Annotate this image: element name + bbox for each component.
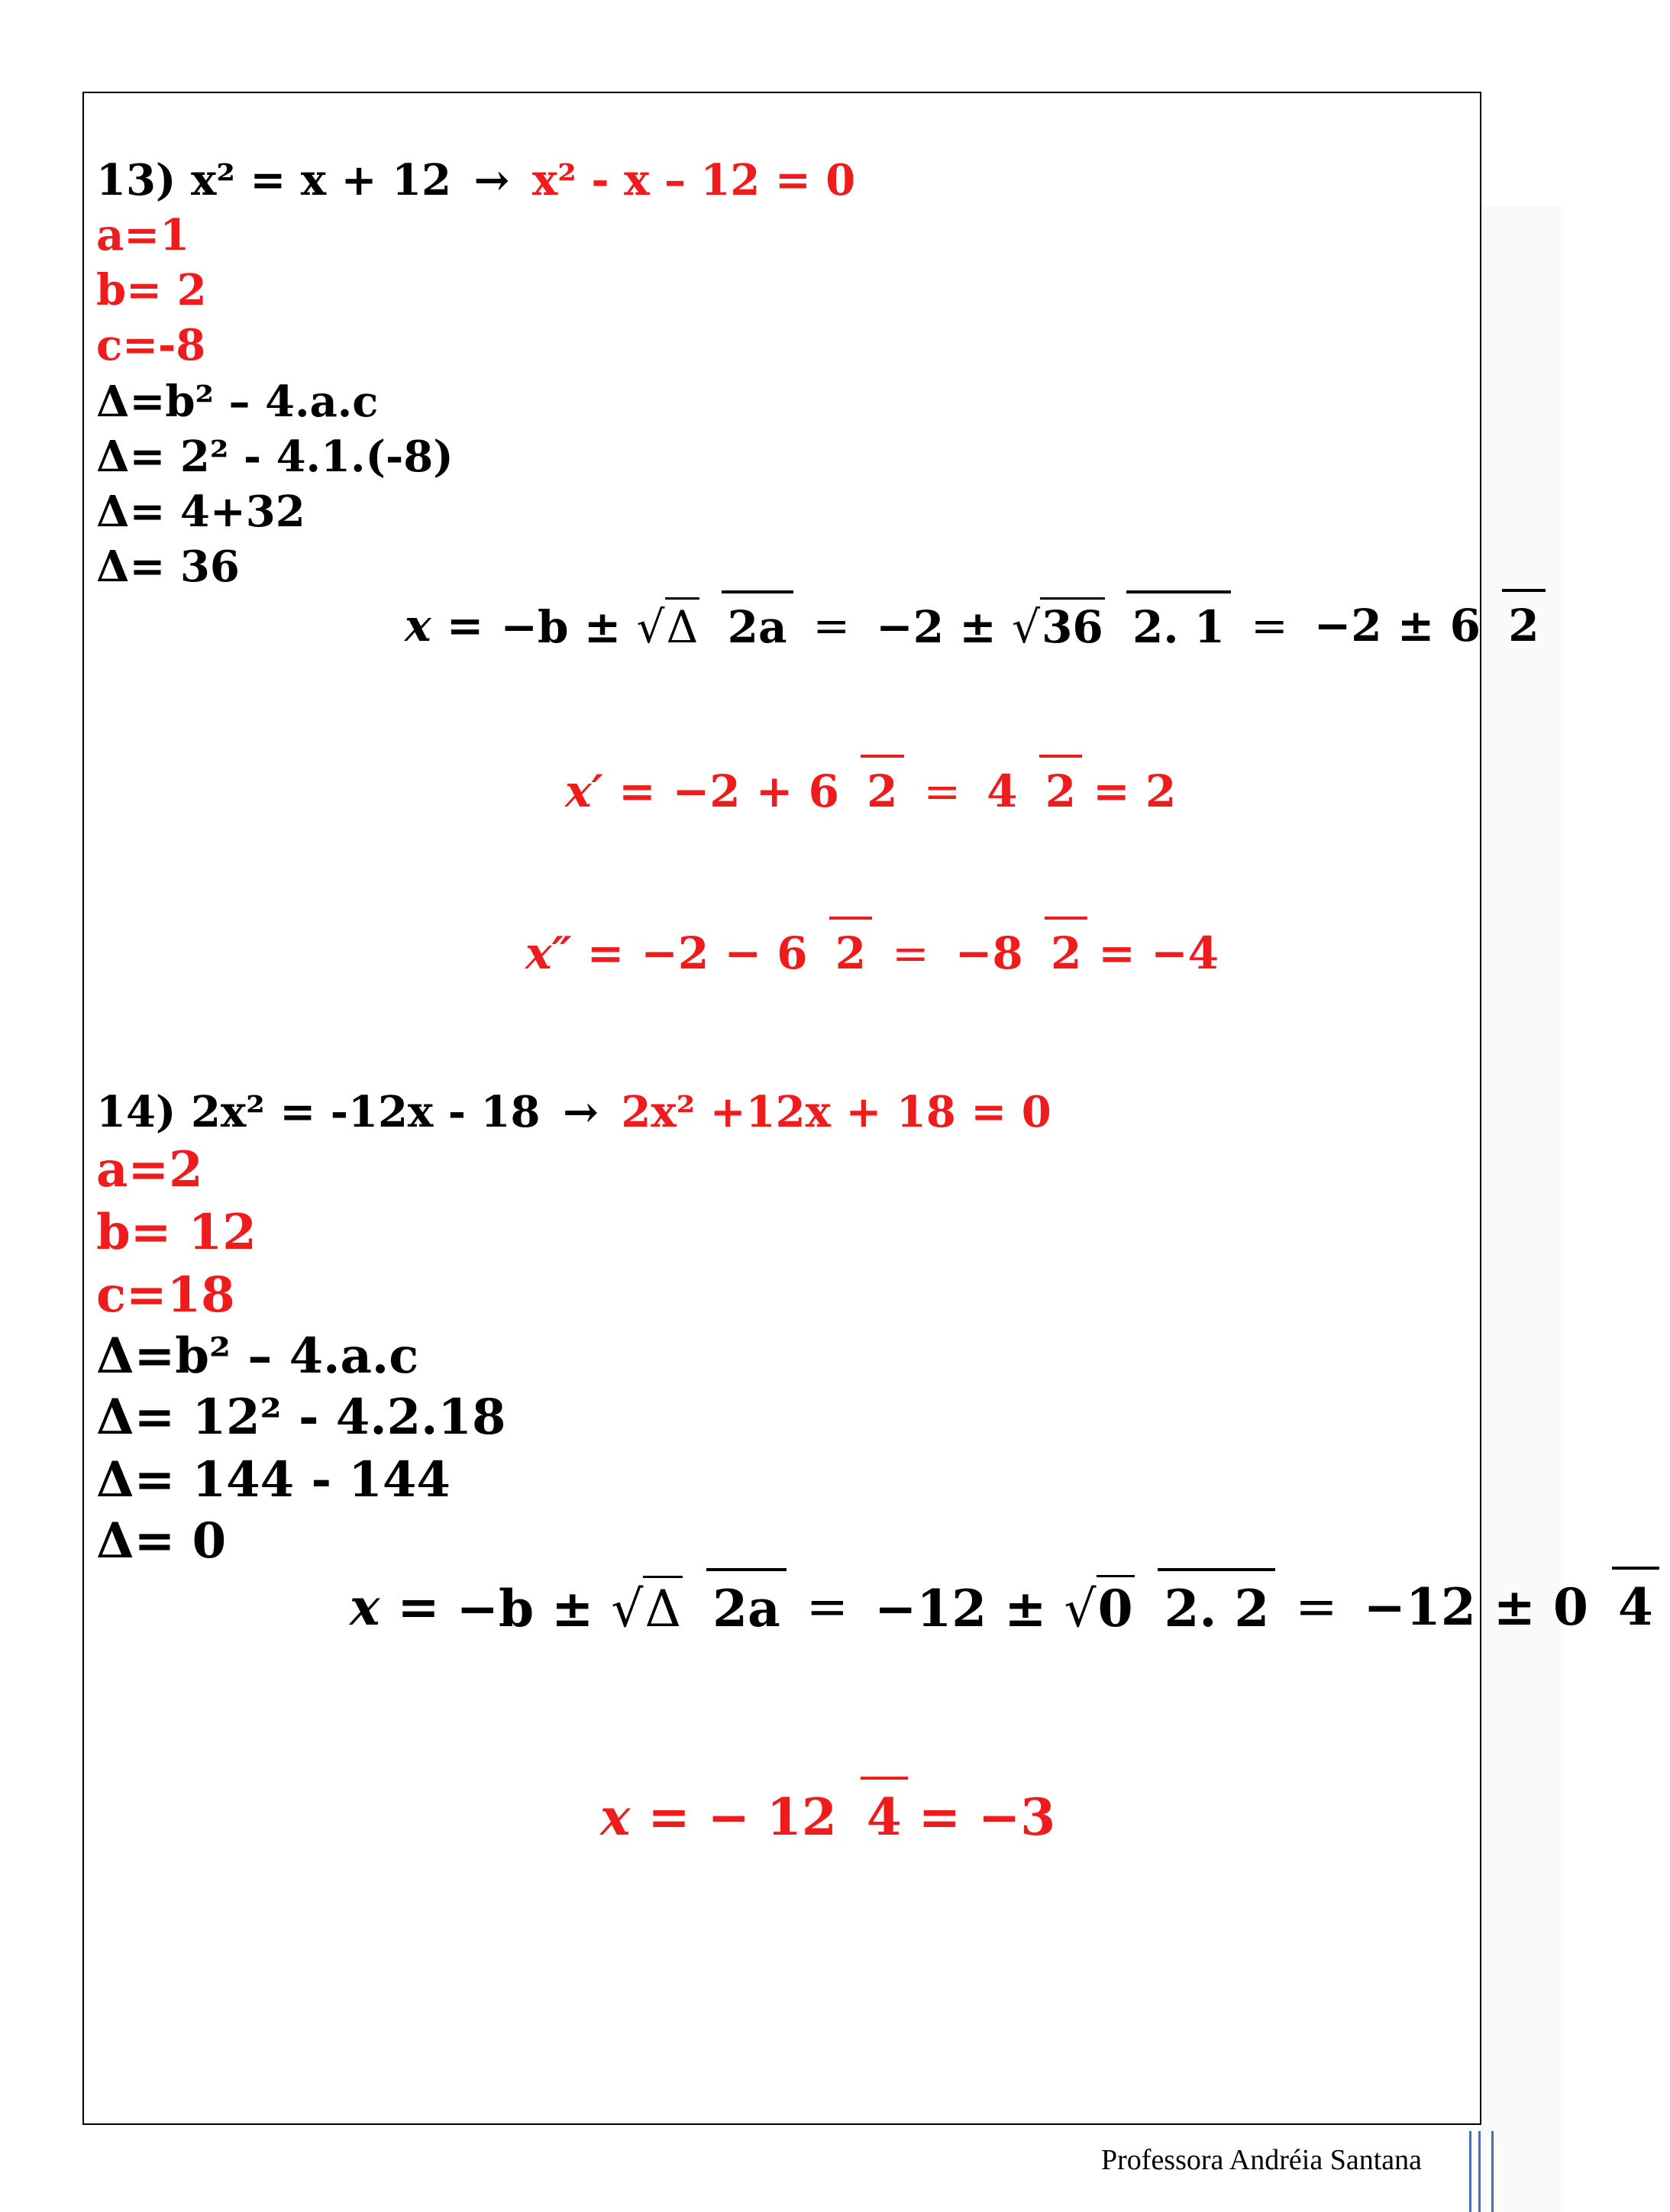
sqrt-icon: √ Δ — [611, 1576, 683, 1638]
q14-label: 14) — [96, 1087, 176, 1137]
fraction-numerator: −12 ± — [874, 1579, 1047, 1638]
q14-equation-standard: 2x² +12x + 18 = 0 — [621, 1087, 1051, 1137]
q14-coef-b: b= 12 — [96, 1204, 257, 1261]
q13-delta-substitution: Δ= 2² - 4.1.(-8) — [96, 432, 454, 482]
root-fraction-1 — [635, 927, 872, 979]
q13-coef-c: c=-8 — [96, 320, 206, 370]
root-fraction-2 — [949, 927, 1088, 979]
fraction-numerator: −b ± — [456, 1578, 594, 1638]
q14-delta-result: Δ= 0 — [96, 1512, 227, 1570]
root-lhs: x′ = — [565, 765, 656, 817]
fraction-denominator: 2 — [1045, 917, 1087, 979]
fraction-denominator: 4 — [1612, 1567, 1659, 1637]
bhaskara-fraction-3 — [1358, 1577, 1659, 1637]
equals-sign: = — [892, 927, 929, 979]
q14-delta-formula: Δ=b² – 4.a.c — [96, 1328, 419, 1385]
arrow-icon: → — [473, 155, 510, 205]
root-lhs: x = − — [600, 1787, 750, 1847]
q14-statement — [96, 1087, 1051, 1137]
fraction-numerator: −12 ± 0 — [1363, 1577, 1588, 1637]
fraction-denominator: 2. 1 — [1126, 590, 1231, 653]
sqrt-icon: √ 0 — [1064, 1575, 1135, 1638]
q14-coef-c: c=18 — [96, 1266, 235, 1324]
q13-root-x2 — [525, 927, 1219, 979]
bhaskara-fraction-2 — [868, 1575, 1275, 1638]
sqrt-icon: √ Δ — [637, 597, 700, 653]
bhaskara-fraction-1 — [451, 1576, 787, 1638]
sqrt-icon: √ 36 — [1012, 597, 1105, 653]
bhaskara-fraction-1 — [494, 597, 793, 653]
radicand: Δ — [665, 597, 700, 653]
bhaskara-x: x = — [350, 1577, 440, 1637]
footer-author: Professora Andréia Santana — [1101, 2144, 1422, 2176]
fraction-denominator: 2a — [722, 590, 793, 653]
q13-label: 13) — [96, 155, 176, 205]
fraction-denominator: 2a — [706, 1568, 787, 1638]
fraction-numerator: −2 ± 6 — [1313, 599, 1481, 652]
bhaskara-fraction-2 — [870, 597, 1231, 653]
root-fraction-2 — [980, 765, 1082, 817]
q14-coef-a: a=2 — [96, 1141, 203, 1198]
root-result: = −3 — [918, 1787, 1056, 1847]
fraction-denominator: 2 — [829, 917, 872, 979]
radicand: Δ — [643, 1576, 683, 1638]
equals-sign: = — [1251, 599, 1288, 652]
fraction-denominator: 2 — [1502, 589, 1545, 652]
q14-equation-original: 2x² = -12x - 18 — [190, 1087, 541, 1137]
bhaskara-x: x = — [405, 599, 484, 652]
q14-delta-substitution: Δ= 12² - 4.2.18 — [96, 1389, 506, 1446]
fraction-numerator: −8 — [955, 927, 1023, 979]
root-fraction — [761, 1787, 908, 1847]
root-result: = 2 — [1093, 765, 1177, 817]
fraction-numerator: −2 − 6 — [641, 927, 808, 979]
equals-sign: = — [1295, 1577, 1338, 1636]
q13-equation-original: x² = x + 12 — [190, 155, 451, 205]
fraction-numerator: −b ± — [500, 601, 622, 653]
fraction-denominator: 2 — [861, 755, 903, 817]
equals-sign: = — [812, 599, 851, 652]
equals-sign: = — [923, 765, 961, 817]
fraction-numerator: 12 — [766, 1787, 837, 1847]
root-fraction-1 — [667, 765, 904, 817]
arrow-icon: → — [562, 1087, 599, 1137]
footer-decoration-icon — [1469, 2131, 1494, 2212]
fraction-denominator: 2. 2 — [1158, 1568, 1275, 1638]
q13-coef-b: b= 2 — [96, 265, 207, 315]
q14-delta-sum: Δ= 144 - 144 — [96, 1451, 451, 1509]
fraction-numerator: −2 ± — [876, 601, 997, 653]
q13-bhaskara — [405, 597, 1556, 653]
q13-delta-sum: Δ= 4+32 — [96, 487, 305, 537]
q13-statement — [96, 155, 856, 205]
q13-delta-formula: Δ=b² – 4.a.c — [96, 377, 379, 427]
q14-root — [600, 1787, 1055, 1847]
q13-root-x1 — [565, 765, 1176, 817]
root-lhs: x″ = — [525, 927, 625, 979]
equals-sign: = — [806, 1577, 849, 1636]
q13-equation-standard: x² - x – 12 = 0 — [531, 155, 856, 205]
page-side-strip — [1481, 206, 1564, 2212]
fraction-denominator: 2 — [1039, 755, 1082, 817]
fraction-numerator: −2 + 6 — [672, 765, 839, 817]
radicand: 36 — [1040, 597, 1105, 653]
q13-coef-a: a=1 — [96, 210, 190, 260]
q13-delta-result: Δ= 36 — [96, 542, 240, 592]
fraction-denominator: 4 — [861, 1777, 908, 1847]
radicand: 0 — [1097, 1575, 1135, 1638]
bhaskara-fraction-3 — [1308, 600, 1546, 652]
q14-bhaskara — [350, 1575, 1670, 1638]
root-result: = −4 — [1098, 927, 1219, 979]
fraction-numerator: 4 — [987, 765, 1018, 817]
